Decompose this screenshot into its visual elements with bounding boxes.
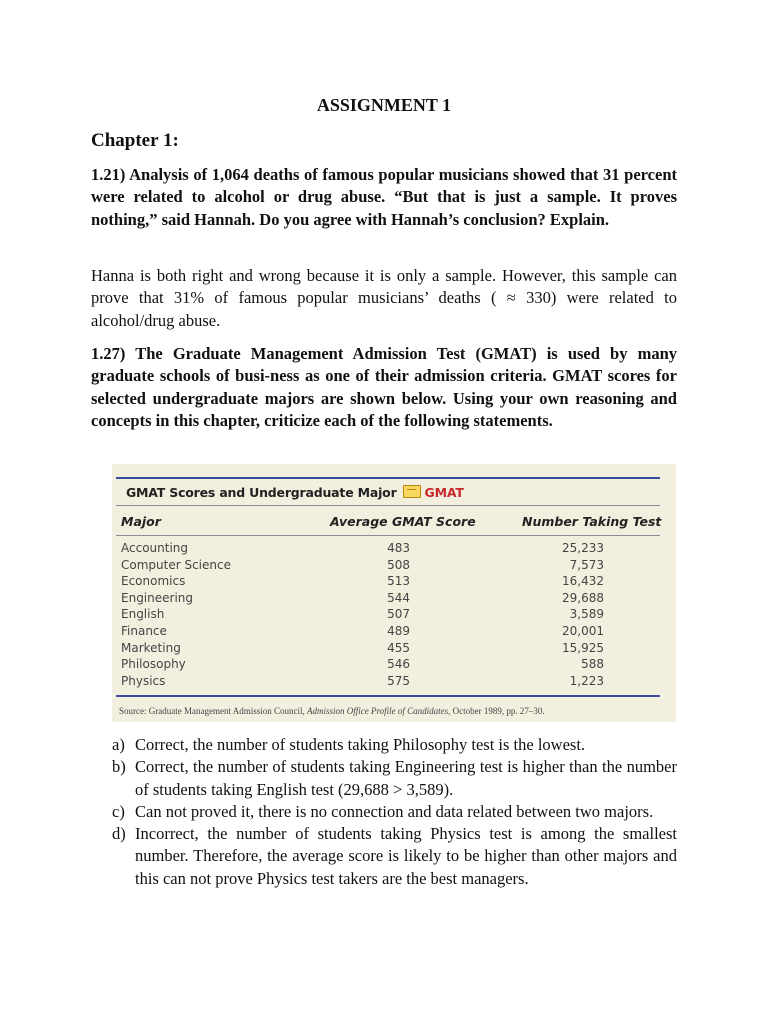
- cell-number: 7,573: [569, 557, 604, 572]
- cell-average: 455: [387, 640, 410, 655]
- table-source: [119, 706, 545, 716]
- source-suffix: , October 1989, pp. 27–30.: [448, 706, 545, 716]
- gmat-table: [112, 464, 676, 722]
- question-1-27: 1.27) The Graduate Management Admission Test (GMAT) is used by many graduate schools of busi-ness as one of their admission criteria. GMAT scores for selected undergraduate majors are shown below. Using your own reasoning and concepts in this chapter, criticize each of the following statements.: [91, 344, 677, 430]
- list-item: [112, 756, 677, 801]
- table-row: [112, 657, 676, 674]
- answer-label: a): [112, 735, 125, 754]
- table-row: [112, 607, 676, 624]
- cell-major: Finance: [121, 624, 167, 638]
- cell-average: 508: [387, 557, 410, 572]
- cell-major: Economics: [121, 574, 186, 589]
- answer-text: Correct, the number of students taking Engineering test is higher than the number of students taking English test (29,688 > 3,589).: [135, 757, 677, 799]
- cell-number: 1,223: [569, 673, 604, 688]
- table-row: [112, 558, 676, 575]
- cell-number: 3,589: [569, 607, 604, 622]
- list-item: [112, 734, 677, 756]
- answer-label: b): [112, 757, 126, 777]
- table-row: [112, 591, 676, 608]
- column-header-number-taking: Number Taking Test: [522, 514, 662, 529]
- table-row: [112, 674, 676, 691]
- cell-major: Marketing: [121, 640, 181, 655]
- cell-number: 588: [581, 657, 604, 672]
- question-1-21: 1.21) Analysis of 1,064 deaths of famous popular musicians showed that 31 percent were related to alcohol or drug abuse. “But that is just a sample. It proves nothing,” said Hannah. Do you agree with Hannah’s conclusion? Explain.: [91, 165, 677, 229]
- table-header-rule-bottom: [116, 535, 660, 536]
- table-top-rule: [116, 477, 660, 479]
- table-title: [126, 485, 464, 500]
- table-title-text: GMAT Scores and Undergraduate Major: [126, 485, 397, 500]
- column-header-major: Major: [121, 514, 161, 529]
- answer-1-21: Hanna is both right and wrong because it is only a sample. However, this sample can prove that 31% of famous popular musicians’ deaths ( ≈ 330) were related to alcohol/drug abuse.: [91, 266, 677, 330]
- cell-major: English: [121, 607, 165, 622]
- cell-number: 29,688: [562, 590, 604, 605]
- source-prefix: Source: Graduate Management Admission Council,: [119, 706, 307, 716]
- cell-average: 489: [387, 624, 410, 638]
- source-title: Admission Office Profile of Candidates: [306, 706, 449, 716]
- cell-average: 483: [387, 541, 410, 555]
- cell-major: Philosophy: [121, 657, 186, 672]
- cell-major: Computer Science: [121, 557, 231, 572]
- cell-average: 544: [387, 590, 410, 605]
- list-item: [112, 801, 677, 823]
- answer-text: Correct, the number of students taking Philosophy test is the lowest.: [135, 735, 586, 754]
- table-header-rule-top: [116, 505, 660, 506]
- page-title: ASSIGNMENT 1: [316, 95, 452, 115]
- cell-major: Physics: [121, 673, 166, 688]
- cell-major: Engineering: [121, 590, 193, 605]
- table-tag: GMAT: [424, 485, 464, 500]
- column-header-average-score: Average GMAT Score: [330, 514, 476, 529]
- table-row: [112, 574, 676, 591]
- cell-number: 16,432: [562, 574, 604, 589]
- table-row: [112, 641, 676, 658]
- table-row: [112, 541, 676, 558]
- cell-number: 20,001: [562, 624, 604, 638]
- list-item: [112, 823, 677, 890]
- answer-label: d): [112, 824, 126, 844]
- cell-number: 15,925: [562, 640, 604, 655]
- answer-list: [112, 734, 677, 890]
- answer-label: c): [112, 801, 125, 821]
- answer-text: Can not proved it, there is no connection and data related between two majors.: [135, 801, 654, 821]
- book-icon: [403, 485, 421, 498]
- table-bottom-rule: [116, 695, 660, 697]
- cell-average: 513: [387, 574, 410, 589]
- cell-average: 575: [387, 673, 410, 688]
- table-row: [112, 624, 676, 641]
- chapter-heading: Chapter 1:: [91, 130, 179, 151]
- cell-major: Accounting: [121, 541, 189, 555]
- answer-text: Incorrect, the number of students taking Physics test is among the smallest number. Therefore, the average score is likely to be higher than other majors and this can not prove Physics test takers are the best managers.: [135, 824, 677, 888]
- cell-average: 507: [387, 607, 410, 622]
- cell-average: 546: [387, 657, 410, 672]
- cell-number: 25,233: [562, 541, 604, 555]
